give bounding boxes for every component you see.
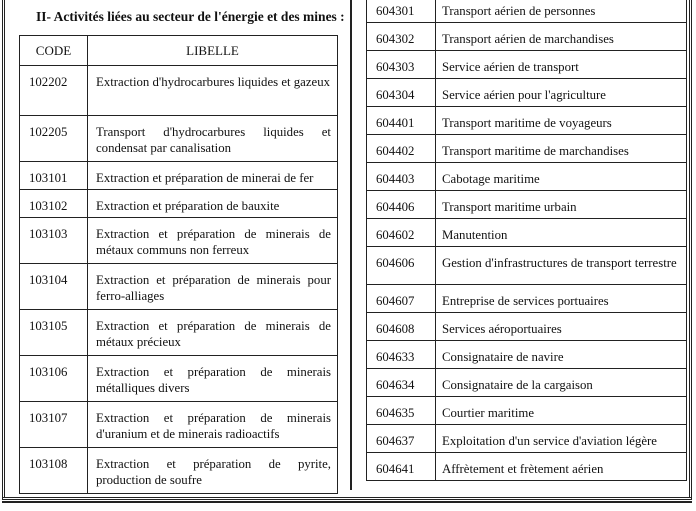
libelle-cell: Transport maritime de voyageurs: [436, 107, 687, 135]
libelle-cell: Consignataire de navire: [436, 341, 687, 369]
table-row: [367, 341, 687, 369]
libelle-cell: Cabotage maritime: [436, 163, 687, 191]
libelle-cell: Extraction et préparation de minerais métalliques divers: [88, 356, 338, 402]
code-cell: 604607: [367, 285, 436, 313]
table-row: [367, 23, 687, 51]
code-cell: 604602: [367, 219, 436, 247]
libelle-cell: Extraction et préparation de bauxite: [88, 190, 338, 218]
table-row: [20, 190, 338, 218]
libelle-cell: Service aérien de transport: [436, 51, 687, 79]
libelle-cell: Extraction et préparation de minerais de métaux communs non ferreux: [88, 218, 338, 264]
code-cell: 604401: [367, 107, 436, 135]
libelle-cell: Transport maritime urbain: [436, 191, 687, 219]
libelle-cell: Manutention: [436, 219, 687, 247]
table-row: [367, 107, 687, 135]
libelle-header: LIBELLE: [88, 36, 338, 66]
code-cell: 604406: [367, 191, 436, 219]
code-cell: 604402: [367, 135, 436, 163]
libelle-cell: Transport d'hydrocarbures liquides et condensat par canalisation: [88, 116, 338, 162]
code-cell: 604403: [367, 163, 436, 191]
table-row: [367, 247, 687, 285]
code-cell: 103103: [20, 218, 88, 264]
libelle-cell: Transport aérien de marchandises: [436, 23, 687, 51]
libelle-cell: Services aéroportuaires: [436, 313, 687, 341]
libelle-cell: Affrètement et frètement aérien: [436, 453, 687, 481]
activities-table-left: [19, 35, 338, 494]
bottom-rule: [2, 497, 692, 498]
table-row: [367, 453, 687, 481]
libelle-cell: Consignataire de la cargaison: [436, 369, 687, 397]
libelle-cell: Extraction et préparation de pyrite, production de soufre: [88, 448, 338, 494]
table-row: [367, 369, 687, 397]
libelle-cell: Extraction et préparation de minerais de métaux précieux: [88, 310, 338, 356]
table-row: [367, 425, 687, 453]
table-row: [367, 135, 687, 163]
table-row: [367, 0, 687, 23]
code-cell: 604303: [367, 51, 436, 79]
code-cell: 604301: [367, 0, 436, 23]
libelle-cell: Transport aérien de personnes: [436, 0, 687, 23]
right-table-body: [367, 0, 687, 481]
code-cell: 103101: [20, 162, 88, 190]
libelle-cell: Extraction et préparation de minerai de fer: [88, 162, 338, 190]
code-cell: 103105: [20, 310, 88, 356]
table-row: [20, 162, 338, 190]
section-title: II- Activités liées au secteur de l'énergie et des mines :: [36, 9, 345, 24]
code-cell: 604608: [367, 313, 436, 341]
code-cell: 103104: [20, 264, 88, 310]
column-divider: [350, 0, 352, 490]
table-row: [20, 356, 338, 402]
libelle-cell: Exploitation d'un service d'aviation légère: [436, 425, 687, 453]
libelle-cell: Extraction et préparation de minerais pour ferro-alliages: [88, 264, 338, 310]
code-cell: 604634: [367, 369, 436, 397]
table-row: [20, 448, 338, 494]
code-cell: 102205: [20, 116, 88, 162]
table-row: [20, 264, 338, 310]
table-row: [20, 402, 338, 448]
activities-table-right: [366, 0, 687, 481]
code-cell: 103108: [20, 448, 88, 494]
table-row: [20, 218, 338, 264]
code-cell: 604304: [367, 79, 436, 107]
code-cell: 604637: [367, 425, 436, 453]
code-cell: 604633: [367, 341, 436, 369]
table-row: [367, 51, 687, 79]
code-header: CODE: [20, 36, 88, 66]
table-row: [367, 397, 687, 425]
libelle-cell: Courtier maritime: [436, 397, 687, 425]
code-cell: 604606: [367, 247, 436, 285]
table-header-row: [20, 36, 338, 66]
table-row: [367, 285, 687, 313]
table-row: [367, 191, 687, 219]
libelle-cell: Extraction d'hydrocarbures liquides et gazeux: [88, 66, 338, 116]
table-row: [20, 66, 338, 116]
table-row: [367, 219, 687, 247]
code-cell: 103106: [20, 356, 88, 402]
code-cell: 604641: [367, 453, 436, 481]
bottom-rule-thick: [2, 501, 692, 503]
table-row: [20, 310, 338, 356]
libelle-cell: Transport maritime de marchandises: [436, 135, 687, 163]
code-cell: 604302: [367, 23, 436, 51]
code-cell: 103107: [20, 402, 88, 448]
libelle-cell: Entreprise de services portuaires: [436, 285, 687, 313]
table-row: [367, 79, 687, 107]
code-cell: 604635: [367, 397, 436, 425]
table-row: [367, 163, 687, 191]
table-row: [20, 116, 338, 162]
code-cell: 102202: [20, 66, 88, 116]
libelle-cell: Gestion d'infrastructures de transport terrestre: [436, 247, 687, 285]
left-table-body: [20, 66, 338, 494]
code-cell: 103102: [20, 190, 88, 218]
libelle-cell: Extraction et préparation de minerais d'uranium et de minerais radioactifs: [88, 402, 338, 448]
table-row: [367, 313, 687, 341]
libelle-cell: Service aérien pour l'agriculture: [436, 79, 687, 107]
